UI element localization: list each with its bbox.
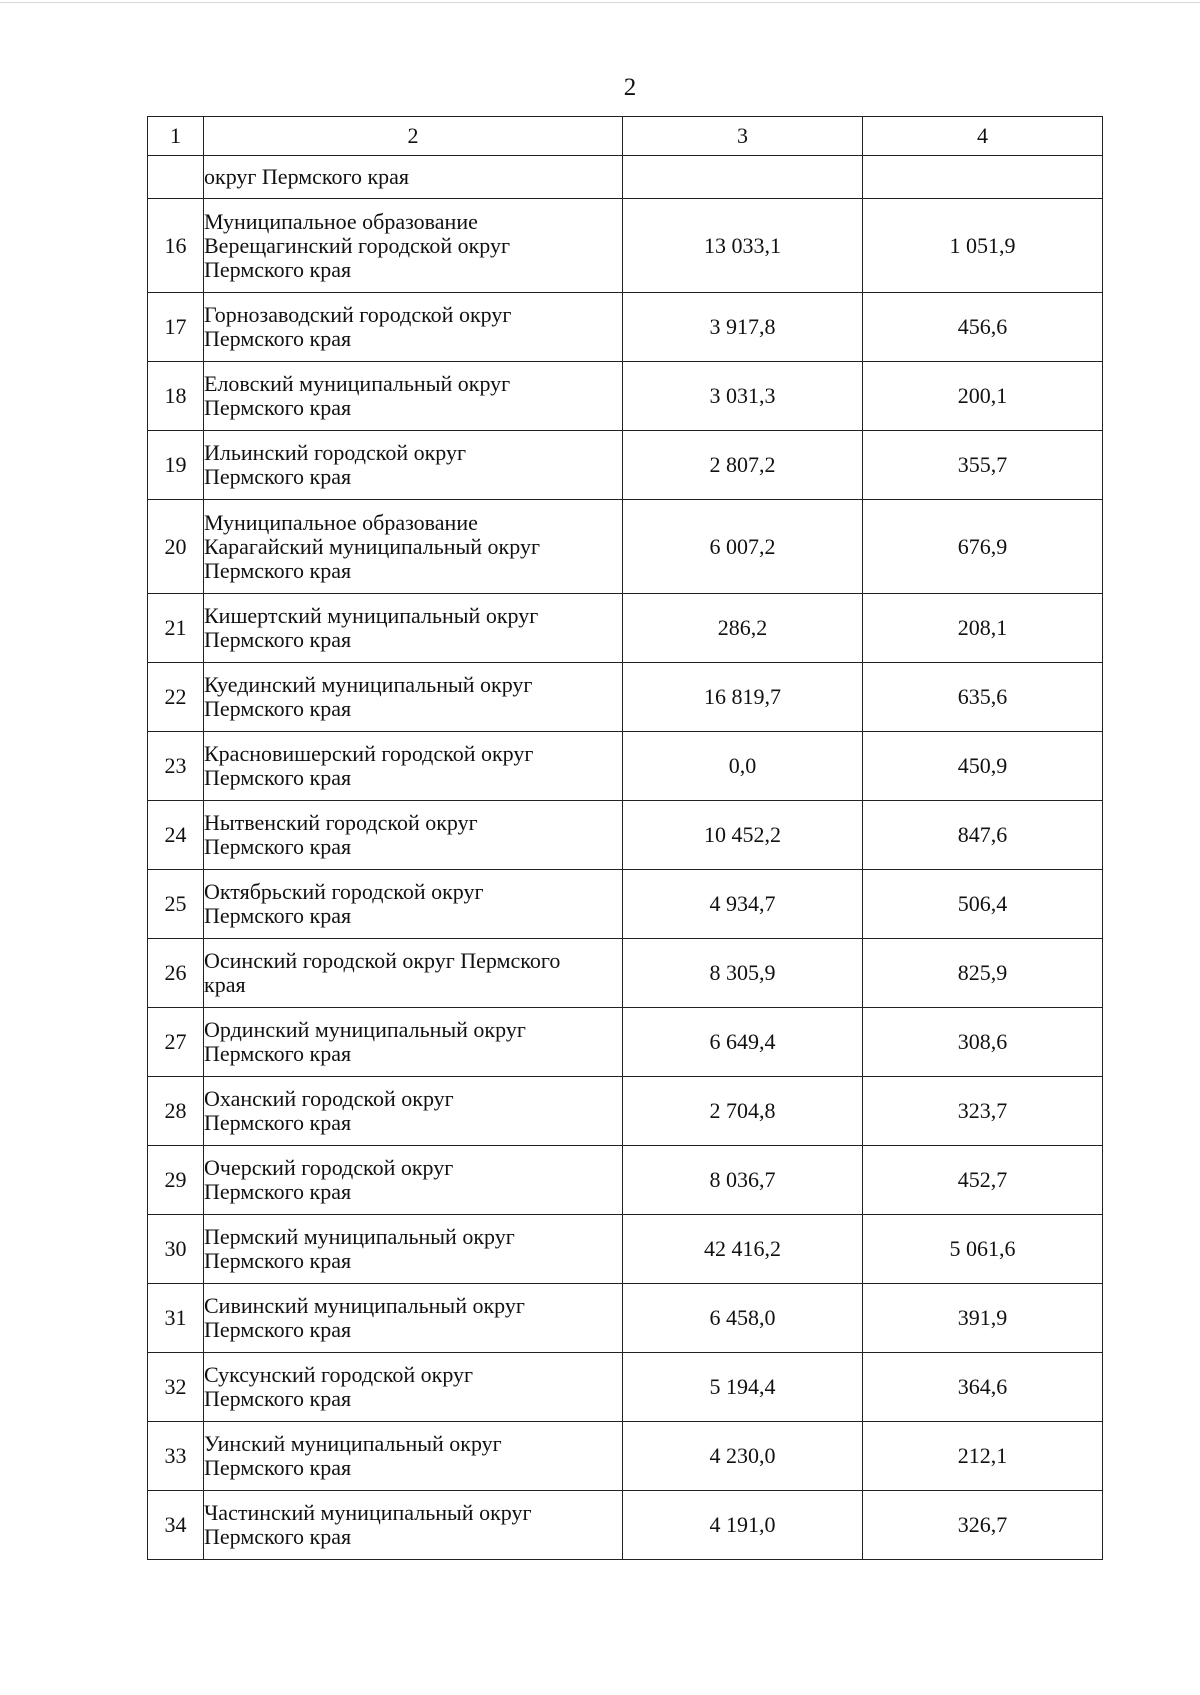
row-number-cell: 23 <box>148 732 204 801</box>
name-line: Уинский муниципальный округ <box>204 1431 502 1456</box>
table-row <box>148 1422 1103 1491</box>
column-4-value-cell: 450,9 <box>863 732 1103 801</box>
table-row <box>148 1146 1103 1215</box>
name-line: Пермского края <box>204 1248 352 1273</box>
column-4-value-cell: 506,4 <box>863 870 1103 939</box>
name-line: Красновишерский городской округ <box>204 741 534 766</box>
name-line: Пермского края <box>204 1524 352 1549</box>
municipality-name-cell <box>204 293 623 362</box>
scan-edge-line <box>0 2 1200 3</box>
table-row <box>148 431 1103 500</box>
column-3-value-cell: 0,0 <box>623 732 863 801</box>
column-4-value-cell: 200,1 <box>863 362 1103 431</box>
column-4-value-cell: 391,9 <box>863 1284 1103 1353</box>
name-line: Пермского края <box>204 326 352 351</box>
column-number-1: 1 <box>148 117 204 156</box>
column-number-4: 4 <box>863 117 1103 156</box>
municipality-name-cell: округ Пермского края <box>204 156 623 199</box>
municipality-name-cell <box>204 1146 623 1215</box>
column-4-value-cell: 847,6 <box>863 801 1103 870</box>
column-3-value-cell: 6 458,0 <box>623 1284 863 1353</box>
name-line: Пермского края <box>204 1455 352 1480</box>
name-line: Пермского края <box>204 395 352 420</box>
name-line: Верещагинский городской округ <box>204 232 511 258</box>
row-number-cell: 17 <box>148 293 204 362</box>
row-number-cell: 18 <box>148 362 204 431</box>
row-number-cell: 30 <box>148 1215 204 1284</box>
municipality-name-cell <box>204 362 623 431</box>
column-4-value-cell: 308,6 <box>863 1008 1103 1077</box>
row-number-cell: 34 <box>148 1491 204 1560</box>
column-4-value-cell: 635,6 <box>863 663 1103 732</box>
municipality-name-cell <box>204 431 623 500</box>
table-row <box>148 1215 1103 1284</box>
table-row <box>148 293 1103 362</box>
column-3-value-cell: 13 033,1 <box>623 199 863 293</box>
row-number-cell: 19 <box>148 431 204 500</box>
municipality-name-cell <box>204 1284 623 1353</box>
municipality-name-cell <box>204 1353 623 1422</box>
name-line: Ильинский городской округ <box>204 440 467 465</box>
name-line: Пермского края <box>204 903 352 928</box>
name-line: Пермского края <box>204 464 352 489</box>
name-line: Пермского края <box>204 1317 352 1342</box>
name-line: Осинский городской округ Пермского <box>204 948 561 973</box>
column-3-value-cell: 2 704,8 <box>623 1077 863 1146</box>
name-line: Пермского края <box>204 1110 352 1135</box>
column-3-value-cell: 42 416,2 <box>623 1215 863 1284</box>
name-line: Ординский муниципальный округ <box>204 1017 526 1042</box>
municipality-name-cell <box>204 801 623 870</box>
column-3-value-cell: 8 305,9 <box>623 939 863 1008</box>
table-row <box>148 1353 1103 1422</box>
row-number-cell: 29 <box>148 1146 204 1215</box>
table-row <box>148 801 1103 870</box>
table-header-row <box>148 117 1103 156</box>
table-row <box>148 594 1103 663</box>
row-number-cell: 26 <box>148 939 204 1008</box>
municipality-name-cell <box>204 1422 623 1491</box>
row-number-cell: 31 <box>148 1284 204 1353</box>
column-3-value-cell: 10 452,2 <box>623 801 863 870</box>
municipality-name-cell <box>204 1008 623 1077</box>
column-4-value-cell: 208,1 <box>863 594 1103 663</box>
column-4-value-cell: 364,6 <box>863 1353 1103 1422</box>
table-row <box>148 362 1103 431</box>
column-4-value-cell: 1 051,9 <box>863 199 1103 293</box>
municipality-name-cell <box>204 663 623 732</box>
row-number-cell: 21 <box>148 594 204 663</box>
municipality-name-cell <box>204 732 623 801</box>
municipality-name-cell <box>204 1077 623 1146</box>
row-number-cell: 20 <box>148 500 204 594</box>
name-line: Кишертский муниципальный округ <box>204 603 539 628</box>
name-line: Пермского края <box>204 627 352 652</box>
name-line: Пермского края <box>204 1179 352 1204</box>
name-line: Пермский муниципальный округ <box>204 1224 515 1249</box>
column-3-value-cell: 5 194,4 <box>623 1353 863 1422</box>
row-number-cell: 28 <box>148 1077 204 1146</box>
column-3-value-cell: 4 230,0 <box>623 1422 863 1491</box>
name-line: Горнозаводский городской округ <box>204 302 512 327</box>
municipality-name-cell <box>204 870 623 939</box>
column-4-value-cell: 355,7 <box>863 431 1103 500</box>
column-3-value-cell: 6 007,2 <box>623 500 863 594</box>
name-line: Пермского края <box>204 834 352 859</box>
column-number-2: 2 <box>204 117 623 156</box>
name-line: Пермского края <box>204 256 352 282</box>
column-3-value-cell: 3 031,3 <box>623 362 863 431</box>
column-4-value-cell: 676,9 <box>863 500 1103 594</box>
column-3-value-cell: 8 036,7 <box>623 1146 863 1215</box>
name-line: Муниципальное образование <box>204 208 478 234</box>
table-row <box>148 939 1103 1008</box>
name-line: Очерский городской округ <box>204 1155 454 1180</box>
table-row <box>148 500 1103 594</box>
name-line: Частинский муниципальный округ <box>204 1500 532 1525</box>
name-line: Пермского края <box>204 765 352 790</box>
continuation-row <box>148 156 1103 199</box>
row-number-cell: 32 <box>148 1353 204 1422</box>
row-number-cell: 24 <box>148 801 204 870</box>
column-3-value-cell: 4 191,0 <box>623 1491 863 1560</box>
column-3-value-cell: 3 917,8 <box>623 293 863 362</box>
column-3-value-cell: 4 934,7 <box>623 870 863 939</box>
column-4-value-cell: 323,7 <box>863 1077 1103 1146</box>
name-line: Октябрьский городской округ <box>204 879 484 904</box>
table-row <box>148 663 1103 732</box>
table-row <box>148 1008 1103 1077</box>
table-row <box>148 1077 1103 1146</box>
municipality-name-cell <box>204 939 623 1008</box>
name-line: Пермского края <box>204 1041 352 1066</box>
name-line: Пермского края <box>204 557 352 583</box>
municipality-name-cell <box>204 1491 623 1560</box>
table-row <box>148 732 1103 801</box>
name-line: Пермского края <box>204 696 352 721</box>
row-number-cell: 16 <box>148 199 204 293</box>
column-4-value-cell: 5 061,6 <box>863 1215 1103 1284</box>
name-line: Куединский муниципальный округ <box>204 672 533 697</box>
column-4-value-cell <box>863 156 1103 199</box>
row-number-cell: 33 <box>148 1422 204 1491</box>
name-line: Нытвенский городской округ <box>204 810 478 835</box>
column-number-3: 3 <box>623 117 863 156</box>
table-row <box>148 199 1103 293</box>
name-line: Еловский муниципальный округ <box>204 371 511 396</box>
name-line: Муниципальное образование <box>204 509 478 535</box>
name-line: Карагайский муниципальный округ <box>204 533 540 559</box>
municipality-name-cell <box>204 594 623 663</box>
column-3-value-cell <box>623 156 863 199</box>
name-line: Суксунский городской округ <box>204 1362 474 1387</box>
column-4-value-cell: 326,7 <box>863 1491 1103 1560</box>
column-4-value-cell: 456,6 <box>863 293 1103 362</box>
name-line: Оханский городской округ <box>204 1086 454 1111</box>
table-row <box>148 1284 1103 1353</box>
row-number-cell: 25 <box>148 870 204 939</box>
name-line: Сивинский муниципальный округ <box>204 1293 525 1318</box>
municipality-name-cell <box>204 199 623 293</box>
row-number-cell: 22 <box>148 663 204 732</box>
table-body <box>148 117 1103 1560</box>
column-3-value-cell: 2 807,2 <box>623 431 863 500</box>
table-row <box>148 1491 1103 1560</box>
column-4-value-cell: 212,1 <box>863 1422 1103 1491</box>
table-row <box>148 870 1103 939</box>
page-number: 2 <box>623 74 637 101</box>
municipality-name-cell <box>204 1215 623 1284</box>
row-number-cell: 27 <box>148 1008 204 1077</box>
column-4-value-cell: 452,7 <box>863 1146 1103 1215</box>
column-4-value-cell: 825,9 <box>863 939 1103 1008</box>
name-line: края <box>204 972 246 997</box>
municipality-name-cell <box>204 500 623 594</box>
column-3-value-cell: 6 649,4 <box>623 1008 863 1077</box>
column-3-value-cell: 286,2 <box>623 594 863 663</box>
row-number-cell <box>148 156 204 199</box>
name-line: Пермского края <box>204 1386 352 1411</box>
column-3-value-cell: 16 819,7 <box>623 663 863 732</box>
allocation-table <box>147 116 1103 1560</box>
